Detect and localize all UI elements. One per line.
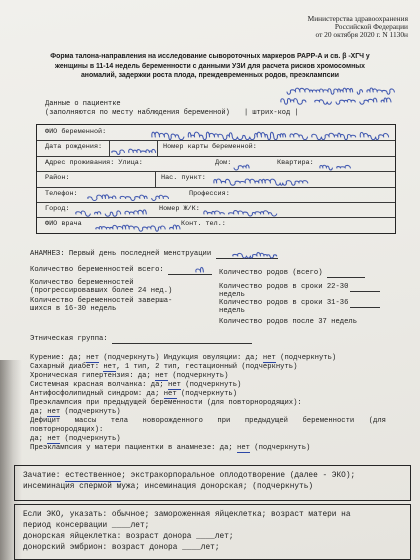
conception-line: инсеминация спермой мужа; инсеминация донорская; (подчеркнуть) [23, 483, 314, 491]
history-text: да; нет (подчеркнуть) [30, 408, 121, 416]
conception-box [14, 465, 411, 501]
history-text: Антифосфолипидный синдром: да; нет (подчеркнуть) [30, 390, 238, 398]
table-row [37, 140, 395, 156]
ivf-box [14, 504, 411, 560]
cell-divider [109, 140, 110, 155]
patient-section-heading: Данные о пациентке [45, 100, 121, 108]
address-street-label: Адрес проживания: Улица: [45, 158, 143, 167]
history-line [30, 372, 228, 380]
history-line [30, 390, 237, 398]
table-row [37, 187, 395, 203]
ministry-header [308, 15, 408, 39]
house-label: Дом: [215, 158, 232, 167]
history-line [30, 381, 241, 389]
history-text: Курение: да; нет (подчеркнуть) Индукция овуляции: да; нет (подчеркнуть) [30, 354, 337, 362]
profession-label: Профессия: [189, 189, 230, 198]
history-text: Сахарный диабет: нет, 1 тип, 2 тип, гестационный (подчеркнуть) [30, 363, 298, 371]
blank-line [327, 277, 365, 278]
form-title-line: Форма талона-направления на исследование сывороточных маркеров PAPP-A и св. β -ХГЧ у [50, 53, 370, 60]
pregnancies-total-label: Количество беременностей всего: [30, 266, 164, 274]
city-label: Город: [45, 205, 70, 213]
header-line: от 20 октября 2020 г. N 1130н [315, 30, 408, 39]
ivf-line: донорская яйцеклетка: возраст донора ____лет; [23, 533, 234, 541]
history-text: Преэклампсия у матери пациентки в анамнезе: да; нет (подчеркнуть) [30, 444, 311, 452]
pregnancies-16-30-label: Количество беременностей заверша- [30, 297, 173, 305]
blank-line [112, 343, 252, 344]
births-22-30-label: недель [219, 291, 245, 299]
full-name-label: ФИО беременной: [45, 128, 107, 136]
card-number-label: Номер карты беременной: [163, 143, 257, 152]
patient-data-table [36, 124, 396, 234]
table-row [37, 202, 395, 218]
conception-line [23, 471, 355, 482]
history-line [30, 354, 336, 362]
blank-line [350, 307, 380, 308]
history-line [30, 408, 121, 416]
history-line [30, 435, 121, 443]
history-text: Преэклампсия при предыдущей беременности (для повторнородящих): [30, 399, 302, 407]
table-row [37, 171, 395, 187]
history-text: Системная красная волчанка: да; нет (подчеркнуть) [30, 381, 242, 389]
history-text: повторнородящих): [30, 426, 104, 434]
history-text: Хроническая гипертензия: да; нет (подчеркнуть) [30, 372, 229, 380]
ivf-line: период консервации ____лет; [23, 522, 150, 530]
births-31-36-label: недель [219, 307, 245, 315]
blank-line [216, 258, 278, 259]
cell-divider [155, 171, 156, 186]
conception-text: Зачатие: естественное; экстракорпоральное оплодотворение (далее - ЭКО); [23, 472, 356, 480]
history-line [30, 417, 386, 425]
blank-line [350, 291, 380, 292]
pregnancies-16-30-label: шихся в 16-30 недель [30, 305, 117, 313]
phone-label: Телефон: [45, 189, 78, 198]
barcode-label: | штрих-код | [244, 109, 299, 117]
clinic-number-label: Номер Ж/К: [159, 205, 200, 213]
last-period-label: АНАМНЕЗ: Первый день последней менструации [30, 250, 212, 258]
history-line [30, 363, 297, 371]
births-31-36-label: Количество родов в сроки 31-36 [219, 299, 349, 307]
handwritten-entry [196, 267, 204, 272]
history-line [30, 444, 310, 452]
table-row [37, 125, 395, 141]
header-line: Российской Федерации [334, 22, 408, 31]
doctor-name-label: ФИО врача [45, 220, 82, 229]
ethnic-group-label: Этническая группа: [30, 335, 108, 343]
ivf-line: Если ЭКО, указать: обычное; замороженная яйцеклетка; возраст матери на [23, 511, 351, 519]
handwritten-entry [281, 98, 391, 104]
history-line [30, 426, 103, 434]
history-line [30, 399, 302, 407]
form-title-line: аномалий, задержки роста плода, преждевременных родов, преэклампсии [80, 72, 340, 79]
contact-phone-label: Конт. тел.: [181, 220, 226, 229]
handwritten-entry [287, 88, 394, 94]
blank-line [168, 274, 212, 275]
cell-divider [157, 140, 158, 155]
apartment-label: Квартира: [277, 158, 314, 167]
ivf-line: донорский эмбрион: возраст донора ____лет; [23, 544, 220, 552]
district-label: Район: [45, 174, 70, 183]
birth-date-label: Дата рождения: [45, 143, 103, 152]
pregnancies-24-label: Количество беременностей [30, 279, 134, 287]
form-title-line: женщины в 11-14 недель беременности с данными УЗИ для расчета рисков хромосомных [55, 62, 365, 70]
ink-underline-mark [237, 452, 250, 453]
header-line: Министерства здравоохранения [307, 14, 408, 23]
history-text: Дефицит массы тела новорожденного при предыдущей беременности (для [30, 417, 386, 425]
table-row [37, 156, 395, 172]
table-row [37, 217, 395, 232]
locality-label: Нас. пункт: [161, 174, 206, 183]
births-total-label: Количество родов (всего) [219, 269, 323, 277]
births-37-label: Количество родов после 37 недель [219, 318, 358, 326]
pregnancies-24-label: (прогрессировавших более 24 нед.) [30, 287, 173, 295]
patient-section-note: (заполняются по месту наблюдения беременной) [45, 109, 230, 117]
births-22-30-label: Количество родов в сроки 22-30 [219, 283, 349, 291]
history-text: да; нет (подчеркнуть) [30, 435, 121, 443]
